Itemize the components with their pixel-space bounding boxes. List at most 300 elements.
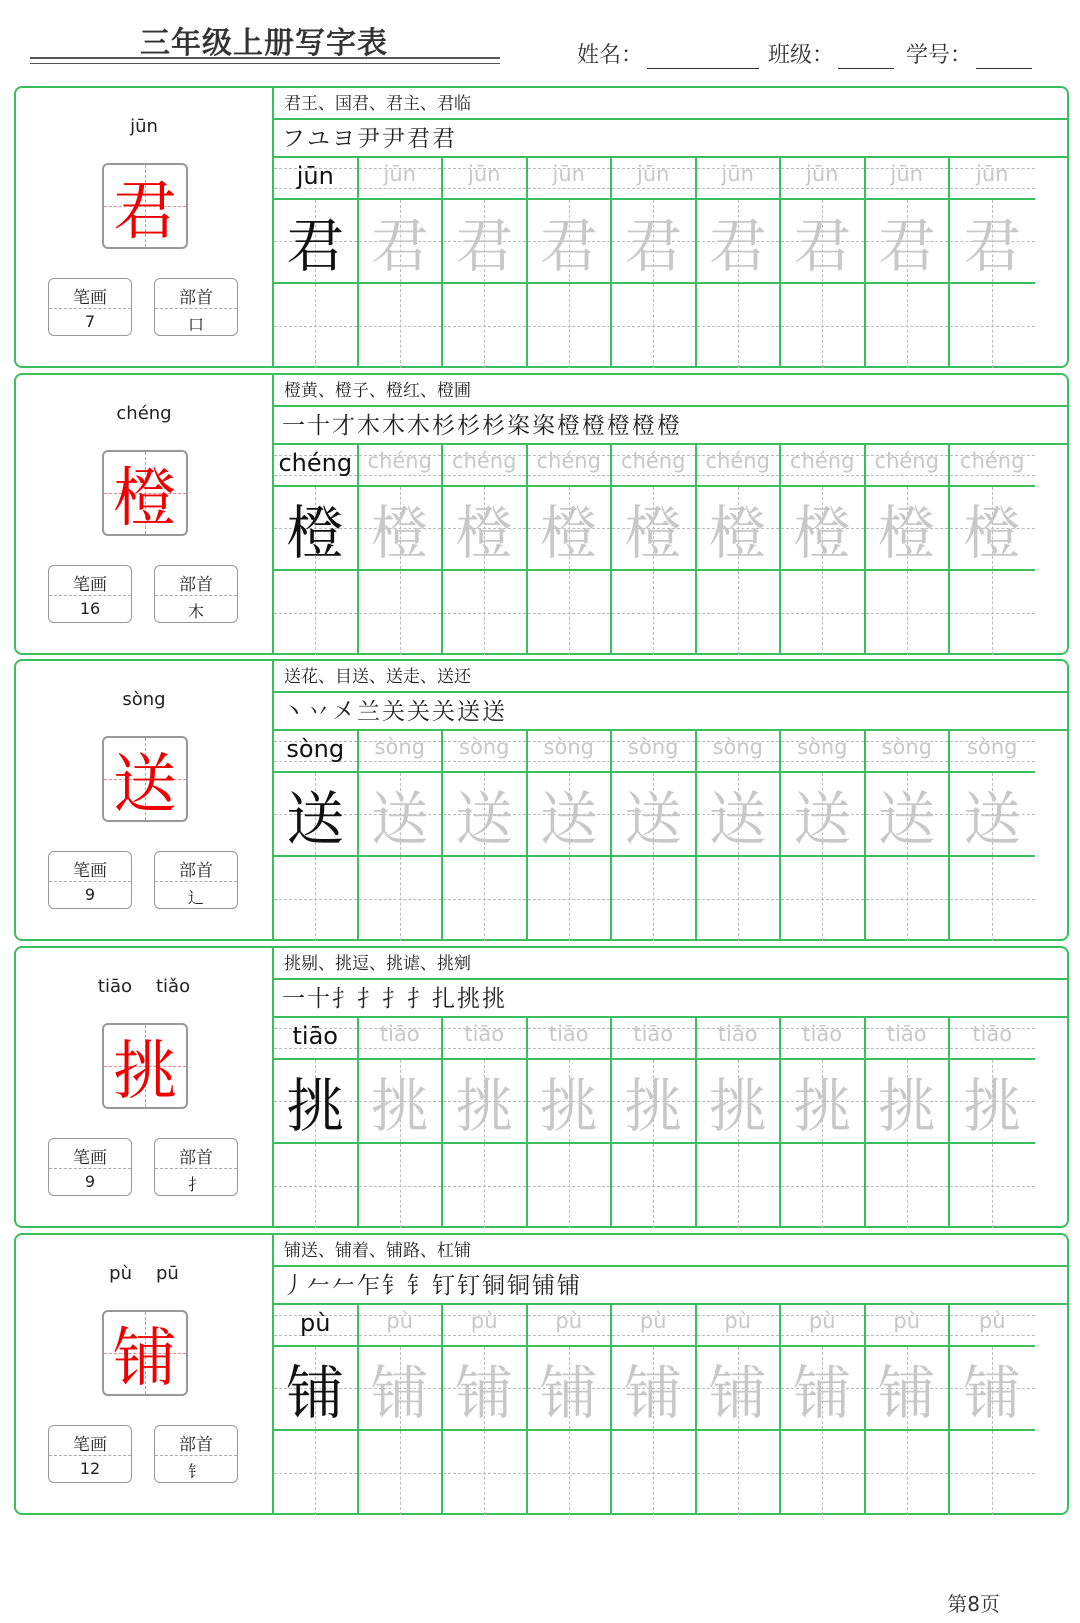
tracing-box[interactable]	[528, 1347, 611, 1431]
pinyin-trace: jūn	[806, 162, 839, 186]
tracing-box[interactable]	[528, 773, 611, 857]
example-words: 君王、国君、君主、君临	[274, 88, 1069, 120]
tracing-box[interactable]	[359, 200, 442, 284]
pinyin-cell[interactable]	[359, 1018, 442, 1060]
stroke-count-box	[48, 278, 132, 336]
writing-column	[866, 731, 951, 941]
box-guide-line	[315, 571, 316, 655]
writing-grid	[274, 1305, 1069, 1515]
stroke-step: 木	[357, 413, 380, 439]
trace-character: 挑	[708, 1072, 767, 1140]
box-guide-line	[738, 571, 739, 655]
tracing-box[interactable]	[274, 1347, 357, 1431]
tracing-box[interactable]	[359, 1347, 442, 1431]
box-guide-line	[315, 1431, 316, 1515]
character-section	[14, 86, 1069, 368]
pinyin-trace: pù	[386, 1309, 414, 1333]
tracing-box[interactable]	[443, 1347, 526, 1431]
pinyin-trace: tiāo	[886, 1022, 927, 1046]
pinyin-cell[interactable]	[528, 1305, 611, 1347]
radical-value: 口	[187, 315, 204, 334]
stroke-order	[274, 120, 1069, 158]
stroke-order	[274, 693, 1069, 731]
character-section	[14, 659, 1069, 941]
pinyin-cell[interactable]	[528, 731, 611, 773]
pinyin-trace: tiāo	[379, 1022, 420, 1046]
box-guide-line	[315, 284, 316, 368]
trace-character: 橙	[877, 499, 936, 567]
radical-value: 钅	[187, 1462, 204, 1481]
pinyin-cell[interactable]	[950, 731, 1035, 773]
writing-column	[612, 1018, 697, 1228]
class-label: 班级：	[768, 43, 835, 68]
pinyin-cell[interactable]	[359, 731, 442, 773]
tracing-box[interactable]	[781, 773, 864, 857]
box-guide-line	[992, 1144, 993, 1228]
tracing-box[interactable]	[528, 200, 611, 284]
pinyin-trace: sòng	[712, 735, 763, 759]
tracing-box[interactable]	[359, 773, 442, 857]
blank-writing-box[interactable]	[274, 1431, 357, 1515]
pinyin-model: pù	[300, 1309, 331, 1337]
tracing-box[interactable]	[612, 1060, 695, 1144]
pinyin-cell[interactable]	[443, 731, 526, 773]
pinyin-cell[interactable]	[866, 731, 949, 773]
tracing-box[interactable]	[866, 200, 949, 284]
pinyin-cell[interactable]	[359, 158, 442, 200]
tracing-box[interactable]	[274, 773, 357, 857]
pinyin-cell[interactable]	[443, 1018, 526, 1060]
stroke-count-value: 9	[84, 1172, 96, 1191]
stroke-step: ユ	[307, 126, 330, 152]
stroke-step: 杉	[457, 413, 480, 439]
stroke-step: 挑	[482, 986, 505, 1012]
pinyin-cell[interactable]	[274, 158, 357, 200]
pinyin-cell[interactable]	[866, 1305, 949, 1347]
trace-character: 送	[370, 785, 429, 853]
pinyin-trace: jūn	[637, 162, 670, 186]
pinyin-cell[interactable]	[781, 731, 864, 773]
blank-writing-box[interactable]	[528, 284, 611, 368]
blank-writing-box[interactable]	[697, 284, 780, 368]
stroke-step: 钅	[407, 1273, 430, 1299]
tracing-box[interactable]	[443, 773, 526, 857]
class-field[interactable]	[768, 38, 894, 69]
stroke-step: 铺	[557, 1273, 580, 1299]
blank-writing-box[interactable]	[443, 1431, 526, 1515]
blank-writing-box[interactable]	[697, 571, 780, 655]
pinyin-cell[interactable]	[950, 158, 1035, 200]
blank-writing-box[interactable]	[443, 1144, 526, 1228]
blank-writing-box[interactable]	[781, 1144, 864, 1228]
blank-writing-box[interactable]	[528, 1144, 611, 1228]
writing-column	[359, 731, 444, 941]
blank-writing-box[interactable]	[612, 1431, 695, 1515]
blank-writing-box[interactable]	[781, 284, 864, 368]
tracing-box[interactable]	[359, 1060, 442, 1144]
trace-character: 橙	[963, 499, 1022, 567]
character-box	[102, 163, 188, 249]
tracing-box[interactable]	[950, 773, 1035, 857]
pinyin-cell[interactable]	[950, 445, 1035, 487]
stroke-count-box	[48, 1138, 132, 1196]
blank-writing-box[interactable]	[528, 1431, 611, 1515]
pinyin-trace: pù	[470, 1309, 498, 1333]
blank-writing-box[interactable]	[528, 571, 611, 655]
pinyin-trace: jūn	[552, 162, 585, 186]
blank-writing-box[interactable]	[950, 1144, 1035, 1228]
box-guide-line	[400, 1144, 401, 1228]
writing-column	[274, 1018, 359, 1228]
model-character: 铺	[286, 1359, 345, 1427]
blank-writing-box[interactable]	[359, 1144, 442, 1228]
pinyin-cell[interactable]	[866, 1018, 949, 1060]
blank-writing-box[interactable]	[866, 857, 949, 941]
pinyin-guide-line	[359, 1335, 442, 1336]
pinyin-cell[interactable]	[443, 158, 526, 200]
example-words: 挑剔、挑逗、挑谑、挑剜	[274, 948, 1069, 980]
blank-writing-box[interactable]	[612, 857, 695, 941]
tracing-box[interactable]	[697, 773, 780, 857]
pinyin-guide-line	[528, 761, 611, 762]
pinyin-guide-line	[443, 475, 526, 476]
pinyin-trace: sòng	[967, 735, 1018, 759]
blank-writing-box[interactable]	[612, 571, 695, 655]
writing-column	[528, 1018, 613, 1228]
pinyin-cell[interactable]	[866, 158, 949, 200]
blank-writing-box[interactable]	[274, 571, 357, 655]
trace-character: 君	[708, 212, 767, 280]
writing-column	[359, 158, 444, 368]
trace-character: 橙	[708, 499, 767, 567]
big-character: 送	[113, 748, 177, 822]
stroke-step: 栥	[532, 413, 555, 439]
box-guide-line	[484, 1144, 485, 1228]
blank-writing-box[interactable]	[359, 1431, 442, 1515]
divider	[49, 881, 131, 882]
pinyin-head: sòng	[122, 689, 166, 710]
stroke-count-label: 笔画	[73, 1435, 107, 1455]
blank-writing-box[interactable]	[697, 1431, 780, 1515]
blank-writing-box[interactable]	[274, 284, 357, 368]
stroke-step: 尹	[382, 126, 405, 152]
practice-panel	[274, 1235, 1069, 1513]
blank-writing-box[interactable]	[781, 1431, 864, 1515]
tracing-box[interactable]	[443, 487, 526, 571]
pinyin-trace: tiāo	[633, 1022, 674, 1046]
tracing-box[interactable]	[781, 487, 864, 571]
writing-column	[950, 445, 1035, 655]
stroke-step: フ	[282, 126, 305, 152]
big-character: 铺	[113, 1322, 177, 1396]
radical-label: 部首	[179, 1148, 213, 1168]
box-guide-line	[484, 284, 485, 368]
pinyin-guide-line	[528, 1048, 611, 1049]
blank-writing-box[interactable]	[612, 1144, 695, 1228]
pinyin-model: jūn	[296, 162, 334, 190]
pinyin-cell[interactable]	[359, 445, 442, 487]
example-words: 铺送、铺着、铺路、杠铺	[274, 1235, 1069, 1267]
pinyin-guide-line	[781, 188, 864, 189]
trace-character: 君	[877, 212, 936, 280]
stroke-step: 橙	[582, 413, 605, 439]
pinyin-cell[interactable]	[781, 1305, 864, 1347]
box-guide-line	[653, 857, 654, 941]
trace-character: 铺	[708, 1359, 767, 1427]
pinyin-trace: jūn	[721, 162, 754, 186]
stroke-count-box	[48, 851, 132, 909]
blank-writing-box[interactable]	[612, 284, 695, 368]
pinyin-trace: jūn	[976, 162, 1009, 186]
blank-writing-box[interactable]	[443, 571, 526, 655]
pinyin-cell[interactable]	[697, 158, 780, 200]
blank-writing-box[interactable]	[950, 284, 1035, 368]
tracing-box[interactable]	[866, 487, 949, 571]
tracing-box[interactable]	[950, 200, 1035, 284]
blank-writing-box[interactable]	[274, 857, 357, 941]
tracing-box[interactable]	[697, 1060, 780, 1144]
character-info-panel	[16, 375, 274, 653]
writing-column	[950, 158, 1035, 368]
box-guide-line	[822, 1431, 823, 1515]
writing-column	[274, 731, 359, 941]
pinyin-cell[interactable]	[528, 1018, 611, 1060]
tracing-box[interactable]	[612, 773, 695, 857]
blank-writing-box[interactable]	[443, 284, 526, 368]
name-blank[interactable]	[647, 45, 759, 69]
tracing-box[interactable]	[528, 487, 611, 571]
writing-column	[612, 731, 697, 941]
box-guide-line	[822, 571, 823, 655]
pinyin-trace: tiāo	[802, 1022, 843, 1046]
pinyin-trace: sòng	[374, 735, 425, 759]
blank-writing-box[interactable]	[866, 1144, 949, 1228]
tracing-box[interactable]	[697, 1347, 780, 1431]
stroke-step: 丷	[307, 699, 330, 725]
stroke-step: 丶	[282, 699, 305, 725]
pinyin-cell[interactable]	[866, 445, 949, 487]
box-guide-line	[569, 284, 570, 368]
pinyin-cell[interactable]	[781, 445, 864, 487]
stroke-step: 才	[332, 413, 355, 439]
pinyin-cell[interactable]	[528, 445, 611, 487]
tracing-box[interactable]	[866, 773, 949, 857]
tracing-box[interactable]	[950, 1060, 1035, 1144]
tracing-box[interactable]	[443, 1060, 526, 1144]
pinyin-cell[interactable]	[697, 1018, 780, 1060]
divider	[155, 1455, 237, 1456]
pinyin-guide-line	[950, 475, 1035, 476]
writing-column	[697, 731, 782, 941]
box-guide-line	[907, 857, 908, 941]
pinyin-cell[interactable]	[612, 1018, 695, 1060]
radical-value: 木	[187, 602, 204, 621]
blank-writing-box[interactable]	[866, 571, 949, 655]
writing-grid	[274, 445, 1069, 655]
divider	[49, 595, 131, 596]
name-field[interactable]	[577, 38, 759, 69]
divider	[49, 1168, 131, 1169]
blank-writing-box[interactable]	[950, 1431, 1035, 1515]
stroke-step: 丿	[282, 1273, 305, 1299]
writing-column	[443, 1305, 528, 1515]
tracing-box[interactable]	[781, 1347, 864, 1431]
stroke-step: 钉	[432, 1273, 455, 1299]
pinyin-cell[interactable]	[612, 731, 695, 773]
student-number-field[interactable]	[906, 38, 1032, 69]
blank-writing-box[interactable]	[528, 857, 611, 941]
pinyin-cell[interactable]	[443, 1305, 526, 1347]
tracing-box[interactable]	[528, 1060, 611, 1144]
pinyin-cell[interactable]	[359, 1305, 442, 1347]
trace-character: 挑	[793, 1072, 852, 1140]
tracing-box[interactable]	[781, 200, 864, 284]
tracing-box[interactable]	[697, 200, 780, 284]
pinyin-trace: chéng	[790, 449, 855, 473]
stroke-step: 扌	[357, 986, 380, 1012]
box-guide-line	[992, 284, 993, 368]
tracing-box[interactable]	[950, 487, 1035, 571]
tracing-box[interactable]	[697, 487, 780, 571]
writing-column	[443, 445, 528, 655]
radical-label: 部首	[179, 1435, 213, 1455]
stroke-order	[274, 980, 1069, 1018]
trace-character: 挑	[624, 1072, 683, 1140]
pinyin-cell[interactable]	[950, 1018, 1035, 1060]
page-title: 三年级上册写字表	[140, 26, 388, 61]
stroke-step: 君	[407, 126, 430, 152]
pinyin-cell[interactable]	[697, 1305, 780, 1347]
tracing-box[interactable]	[612, 487, 695, 571]
tracing-box[interactable]	[612, 1347, 695, 1431]
pinyin-guide-line	[528, 475, 611, 476]
stroke-step: 㐅	[332, 699, 355, 725]
practice-panel	[274, 661, 1069, 939]
blank-writing-box[interactable]	[781, 857, 864, 941]
tracing-box[interactable]	[866, 1060, 949, 1144]
pinyin-cell[interactable]	[697, 445, 780, 487]
box-guide-line	[907, 1144, 908, 1228]
pinyin-trace: chéng	[367, 449, 432, 473]
pinyin-cell[interactable]	[612, 158, 695, 200]
pinyin-cell[interactable]	[781, 1018, 864, 1060]
trace-character: 挑	[963, 1072, 1022, 1140]
tracing-box[interactable]	[781, 1060, 864, 1144]
pinyin-trace: chéng	[621, 449, 686, 473]
writing-column	[950, 731, 1035, 941]
writing-column	[359, 445, 444, 655]
pinyin-trace: tiāo	[548, 1022, 589, 1046]
blank-writing-box[interactable]	[950, 571, 1035, 655]
title-underline-2	[30, 63, 500, 64]
box-guide-line	[569, 571, 570, 655]
blank-writing-box[interactable]	[866, 1431, 949, 1515]
tracing-box[interactable]	[443, 200, 526, 284]
pinyin-guide-line	[359, 475, 442, 476]
tracing-box[interactable]	[274, 1060, 357, 1144]
writing-column	[866, 158, 951, 368]
student-number-blank[interactable]	[976, 45, 1032, 69]
trace-character: 送	[455, 785, 514, 853]
pinyin-cell[interactable]	[443, 445, 526, 487]
pinyin-cell[interactable]	[781, 158, 864, 200]
pinyin-cell[interactable]	[274, 445, 357, 487]
pinyin-trace: tiāo	[717, 1022, 758, 1046]
blank-writing-box[interactable]	[697, 1144, 780, 1228]
blank-writing-box[interactable]	[359, 857, 442, 941]
box-guide-line	[738, 857, 739, 941]
writing-column	[950, 1305, 1035, 1515]
divider	[155, 308, 237, 309]
box-guide-line	[822, 284, 823, 368]
stroke-count-box	[48, 565, 132, 623]
tracing-box[interactable]	[866, 1347, 949, 1431]
blank-writing-box[interactable]	[359, 571, 442, 655]
tracing-box[interactable]	[950, 1347, 1035, 1431]
pinyin-heading	[16, 689, 272, 710]
trace-character: 送	[708, 785, 767, 853]
class-blank[interactable]	[838, 45, 894, 69]
writing-grid	[274, 1018, 1069, 1228]
stroke-step: 一	[282, 986, 305, 1012]
tracing-box[interactable]	[359, 487, 442, 571]
pinyin-cell[interactable]	[612, 1305, 695, 1347]
character-info-panel	[16, 88, 274, 366]
pinyin-cell[interactable]	[274, 1018, 357, 1060]
stroke-step: 铺	[532, 1273, 555, 1299]
character-info-panel	[16, 948, 274, 1226]
pinyin-model: sòng	[286, 735, 345, 763]
trace-character: 铺	[455, 1359, 514, 1427]
box-guide-line	[315, 1144, 316, 1228]
blank-writing-box[interactable]	[950, 857, 1035, 941]
pinyin-cell[interactable]	[612, 445, 695, 487]
pinyin-cell[interactable]	[274, 1305, 357, 1347]
tracing-box[interactable]	[612, 200, 695, 284]
character-section	[14, 946, 1069, 1228]
pinyin-guide-line	[443, 761, 526, 762]
radical-label: 部首	[179, 575, 213, 595]
trace-character: 橙	[624, 499, 683, 567]
blank-writing-box[interactable]	[359, 284, 442, 368]
pinyin-cell[interactable]	[697, 731, 780, 773]
model-character: 君	[286, 212, 345, 280]
pinyin-cell[interactable]	[528, 158, 611, 200]
pinyin-cell[interactable]	[274, 731, 357, 773]
tracing-box[interactable]	[274, 487, 357, 571]
blank-writing-box[interactable]	[866, 284, 949, 368]
stroke-step: 橙	[557, 413, 580, 439]
writing-column	[950, 1018, 1035, 1228]
tracing-box[interactable]	[274, 200, 357, 284]
blank-writing-box[interactable]	[697, 857, 780, 941]
blank-writing-box[interactable]	[443, 857, 526, 941]
pinyin-guide-line	[612, 1335, 695, 1336]
trace-character: 送	[539, 785, 598, 853]
pinyin-trace: chéng	[705, 449, 770, 473]
divider	[155, 881, 237, 882]
practice-panel	[274, 948, 1069, 1226]
pinyin-guide-line	[866, 1048, 949, 1049]
blank-writing-box[interactable]	[781, 571, 864, 655]
blank-writing-box[interactable]	[274, 1144, 357, 1228]
pinyin-guide-line	[866, 188, 949, 189]
pinyin-cell[interactable]	[950, 1305, 1035, 1347]
stroke-step: 铜	[482, 1273, 505, 1299]
writing-column	[781, 1018, 866, 1228]
writing-column	[528, 1305, 613, 1515]
pinyin-guide-line	[443, 1048, 526, 1049]
